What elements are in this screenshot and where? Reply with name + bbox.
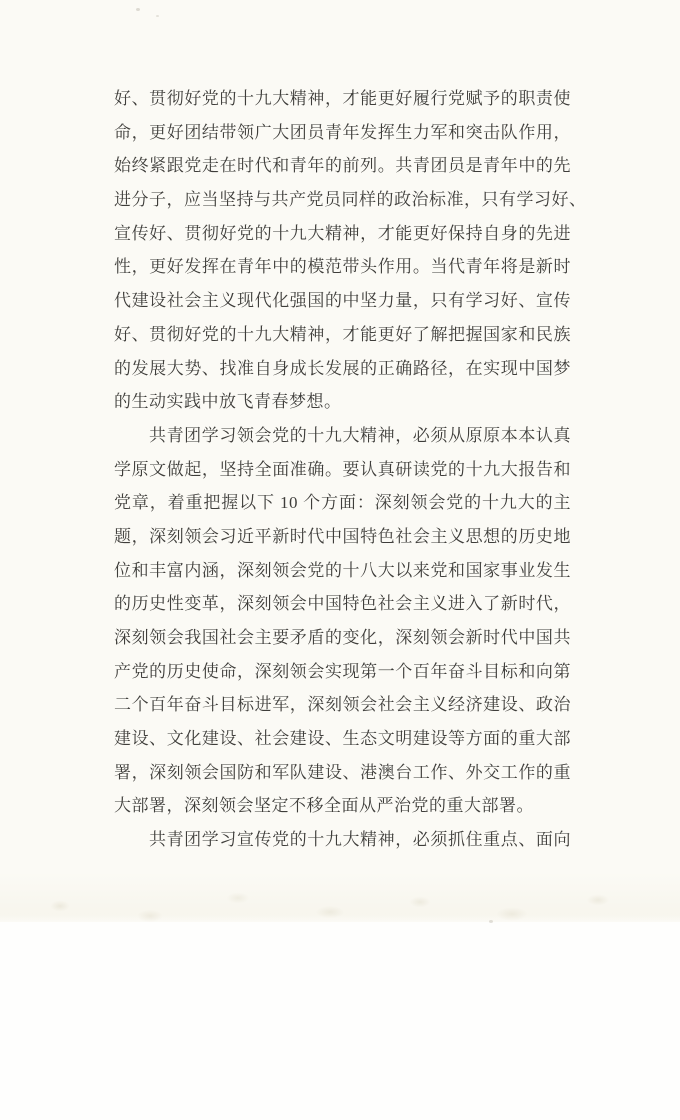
text-line: 题，深刻领会习近平新时代中国特色社会主义思想的历史地 [114, 526, 571, 546]
text-line: 共青团学习领会党的十九大精神，必须从原原本本认真 [149, 425, 571, 445]
text-line: 的历史性变革，深刻领会中国特色社会主义进入了新时代， [114, 594, 571, 614]
text-line: 代建设社会主义现代化强国的中坚力量，只有学习好、宣传 [114, 291, 571, 311]
text-line: 党章，着重把握以下 10 个方面：深刻领会党的十九大的主 [114, 493, 571, 513]
text-line: 好、贯彻好党的十九大精神，才能更好了解把握国家和民族 [114, 324, 571, 344]
scan-speck [136, 8, 140, 11]
text-line: 大部署，深刻领会坚定不移全面从严治党的重大部署。 [114, 796, 534, 816]
text-line: 位和丰富内涵，深刻领会党的十八大以来党和国家事业发生 [114, 560, 571, 580]
text-line: 建设、文化建设、社会建设、生态文明建设等方面的重大部 [114, 729, 571, 749]
text-line: 始终紧跟党走在时代和青年的前列。共青团员是青年中的先 [114, 156, 571, 176]
text-line: 的生动实践中放飞青春梦想。 [114, 392, 342, 412]
paper-bottom-scan-edge [0, 872, 680, 922]
text-line: 进分子，应当坚持与共产党员同样的政治标准，只有学习好、 [114, 190, 587, 210]
text-line: 共青团学习宣传党的十九大精神，必须抓住重点、面向 [149, 830, 571, 850]
text-line: 二个百年奋斗目标进军，深刻领会社会主义经济建设、政治 [114, 695, 571, 715]
text-line: 深刻领会我国社会主要矛盾的变化，深刻领会新时代中国共 [114, 628, 571, 647]
text-line: 产党的历史使命，深刻领会实现第一个百年奋斗目标和向第 [114, 661, 571, 681]
text-line: 署，深刻领会国防和军队建设、港澳台工作、外交工作的重 [114, 762, 571, 782]
text-line: 的发展大势、找准自身成长发展的正确路径，在实现中国梦 [114, 358, 571, 378]
text-line: 好、贯彻好党的十九大精神，才能更好履行党赋予的职责使 [114, 89, 571, 108]
scan-speck [489, 920, 493, 923]
text-line: 性，更好发挥在青年中的模范带头作用。当代青年将是新时 [114, 257, 571, 277]
text-line: 命，更好团结带领广大团员青年发挥生力军和突击队作用， [114, 122, 571, 142]
text-line: 学原文做起，坚持全面准确。要认真研读党的十九大报告和 [114, 459, 571, 479]
scan-speck [156, 15, 159, 17]
text-line: 宣传好、贯彻好党的十九大精神，才能更好保持自身的先进 [114, 223, 571, 243]
document-text-block [114, 82, 587, 857]
